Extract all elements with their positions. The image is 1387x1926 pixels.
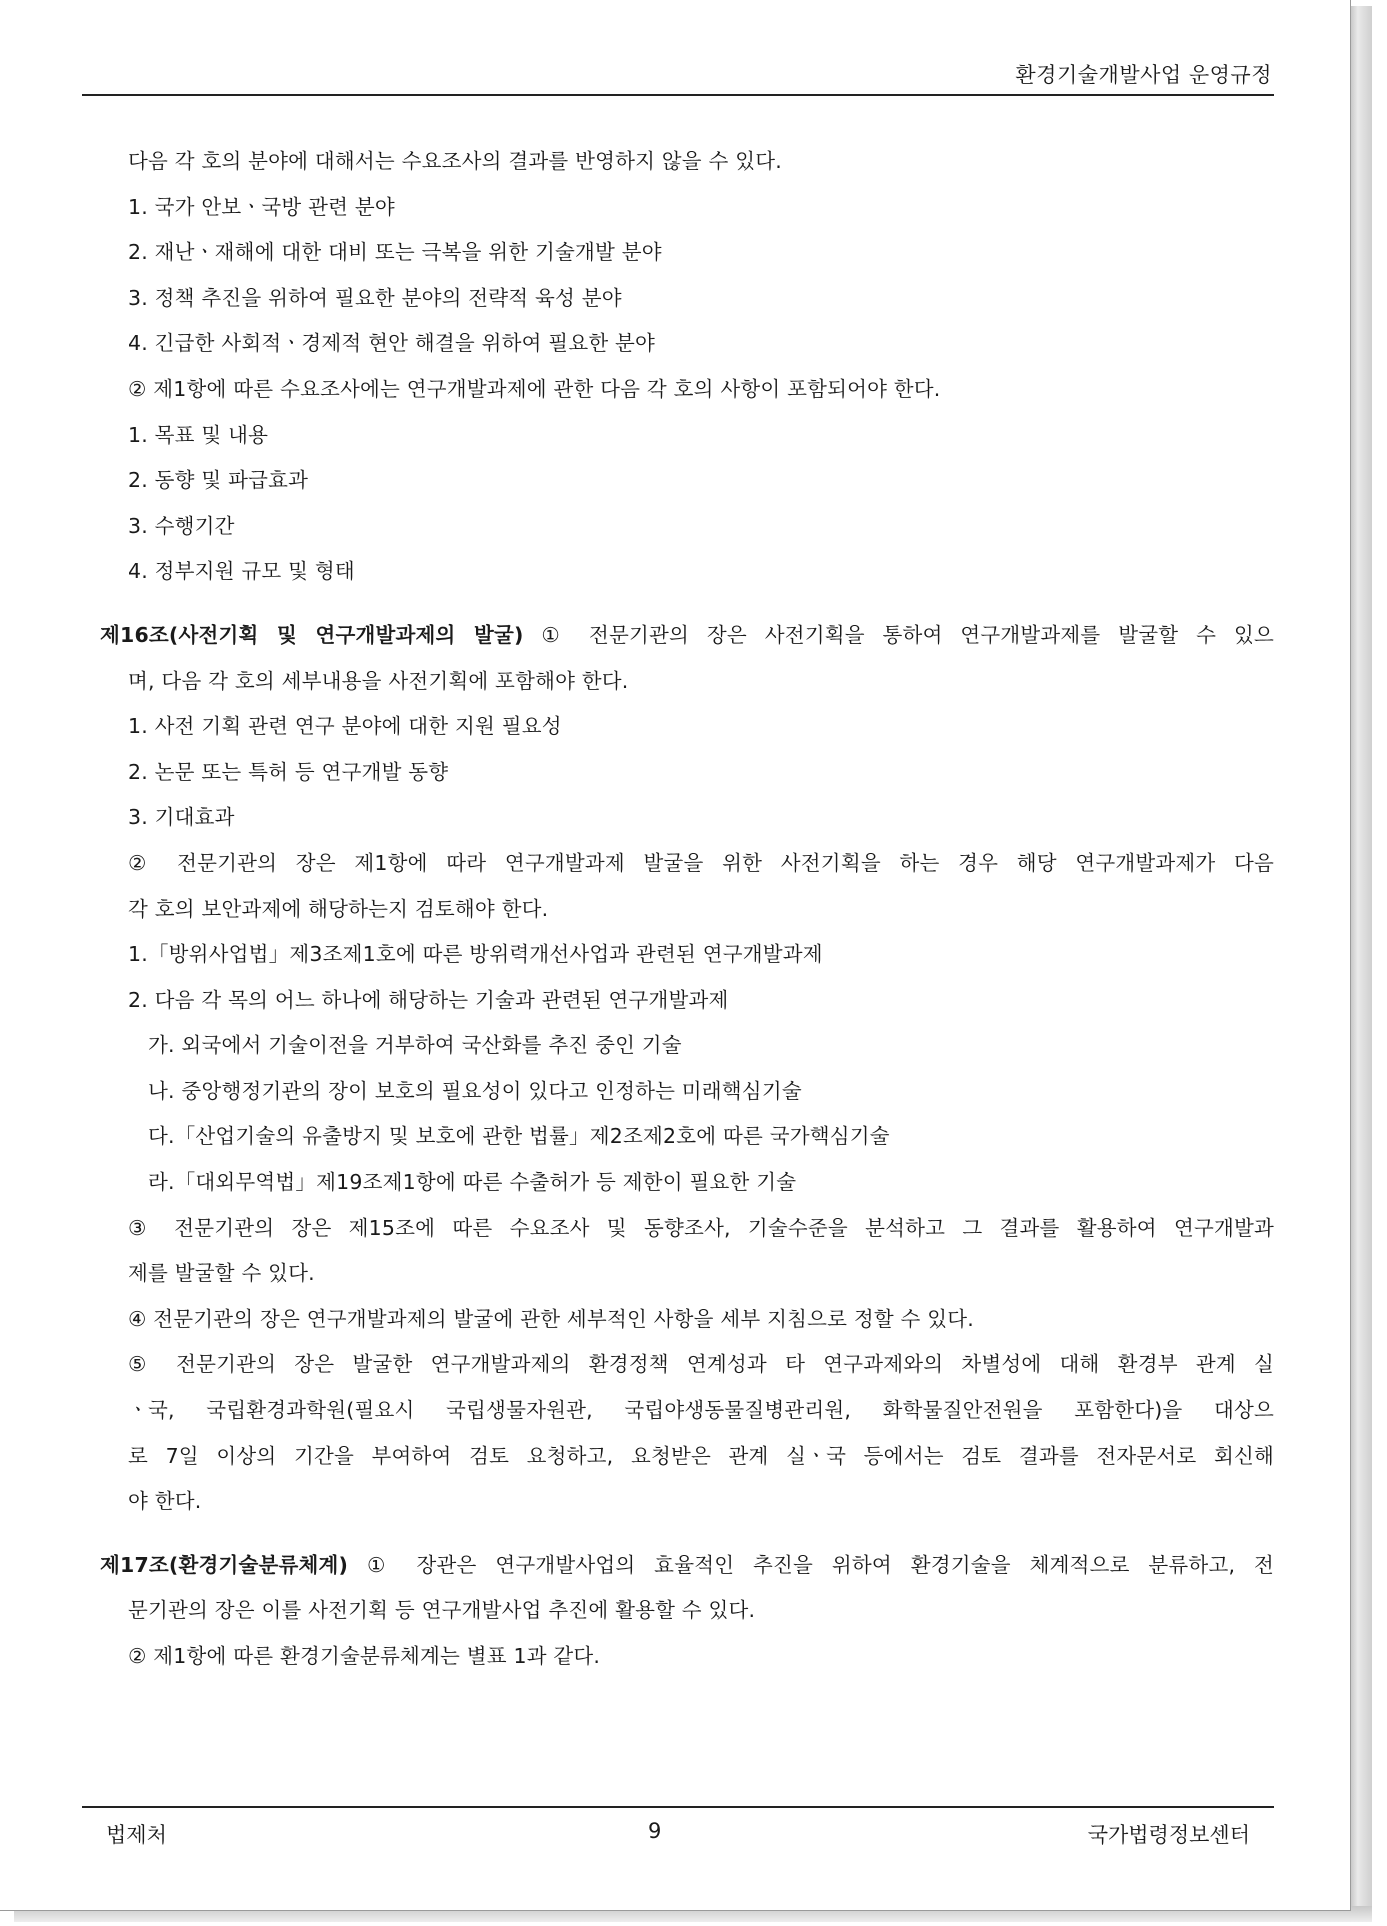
header-title: 환경기술개발사업 운영규정 — [1015, 63, 1272, 87]
paragraph-line: 로 7일 이상의 기간을 부여하여 검토 요청하고, 요청받은 관계 실ㆍ국 등에서는 검토 결과를 전자문서로 회신해 — [128, 1443, 1274, 1468]
page-body — [100, 139, 1274, 1680]
page-number: 9 — [648, 1819, 662, 1843]
list-item: 3. 기대효과 — [128, 805, 235, 830]
list-item: 2. 동향 및 파급효과 — [128, 468, 309, 493]
list-item: 1. 목표 및 내용 — [128, 422, 269, 447]
list-item: 3. 수행기간 — [128, 513, 235, 538]
sub-list-item: 다.「산업기술의 유출방지 및 보호에 관한 법률」제2조제2호에 따른 국가핵심기술 — [148, 1124, 890, 1149]
paragraph-line: 각 호의 보안과제에 해당하는지 검토해야 한다. — [128, 896, 549, 921]
paragraph-line: 야 한다. — [128, 1489, 202, 1514]
paragraph-line: ⑤ 전문기관의 장은 발굴한 연구개발과제의 환경정책 연계성과 타 연구과제와의 차별성에 대해 환경부 관계 실 — [128, 1352, 1274, 1377]
sub-list-item: 가. 외국에서 기술이전을 거부하여 국산화를 추진 중인 기술 — [148, 1033, 682, 1058]
list-item: 1. 사전 기획 관련 연구 분야에 대한 지원 필요성 — [128, 714, 562, 739]
paragraph-line: ② 제1항에 따른 환경기술분류체계는 별표 1과 같다. — [128, 1644, 601, 1668]
list-item: 2. 다음 각 목의 어느 하나에 해당하는 기술과 관련된 연구개발과제 — [128, 987, 729, 1012]
list-item: 2. 논문 또는 특허 등 연구개발 동향 — [128, 759, 449, 784]
article-16-text: ① 전문기관의 장은 사전기획을 통하여 연구개발과제를 발굴할 수 있으 — [523, 622, 1275, 647]
paragraph-line: 며, 다음 각 호의 세부내용을 사전기획에 포함해야 한다. — [128, 668, 629, 693]
list-item: 1.「방위사업법」제3조제1호에 따른 방위력개선사업과 관련된 연구개발과제 — [128, 942, 823, 967]
article-17-heading-line — [100, 1543, 1274, 1589]
sub-list-item: 라.「대외무역법」제19조제1항에 따른 수출허가 등 제한이 필요한 기술 — [148, 1170, 797, 1195]
section-gap — [100, 595, 1274, 613]
sub-list-item: 나. 중앙행정기관의 장이 보호의 필요성이 있다고 인정하는 미래핵심기술 — [148, 1078, 802, 1103]
article-16-title: 제16조(사전기획 및 연구개발과제의 발굴) — [100, 622, 524, 647]
paragraph-line: ② 제1항에 따른 수요조사에는 연구개발과제에 관한 다음 각 호의 사항이 포함되어야 한다. — [128, 376, 941, 401]
paragraph-line: ③ 전문기관의 장은 제15조에 따른 수요조사 및 동향조사, 기술수준을 분석하고 그 결과를 활용하여 연구개발과 — [128, 1215, 1274, 1240]
paragraph-line: 문기관의 장은 이를 사전기획 등 연구개발사업 추진에 활용할 수 있다. — [128, 1598, 756, 1623]
footer-rule — [82, 1806, 1274, 1808]
article-17-title: 제17조(환경기술분류체계) — [100, 1552, 349, 1577]
article-17-text: ① 장관은 연구개발사업의 효율적인 추진을 위하여 환경기술을 체계적으로 분류하고, 전 — [348, 1552, 1274, 1577]
list-item: 4. 정부지원 규모 및 형태 — [128, 559, 355, 584]
footer-source: 법제처 — [106, 1823, 167, 1847]
footer-publisher: 국가법령정보센터 — [1087, 1823, 1250, 1847]
section-gap — [100, 1525, 1274, 1543]
paragraph-line: ② 전문기관의 장은 제1항에 따라 연구개발과제 발굴을 위한 사전기획을 하는 경우 해당 연구개발과제가 다음 — [128, 850, 1274, 875]
list-item: 1. 국가 안보ㆍ국방 관련 분야 — [128, 194, 395, 219]
paragraph-line: ④ 전문기관의 장은 연구개발과제의 발굴에 관한 세부적인 사항을 세부 지침으로 정할 수 있다. — [128, 1306, 974, 1331]
list-item: 4. 긴급한 사회적ㆍ경제적 현안 해결을 위하여 필요한 분야 — [128, 331, 656, 356]
paragraph-line: ㆍ국, 국립환경과학원(필요시 국립생물자원관, 국립야생동물질병관리원, 화학물질안전원을 포함한다)을 대상으 — [128, 1398, 1274, 1423]
paragraph-line: 다음 각 호의 분야에 대해서는 수요조사의 결과를 반영하지 않을 수 있다. — [128, 149, 782, 173]
list-item: 3. 정책 추진을 위하여 필요한 분야의 전략적 육성 분야 — [128, 285, 622, 310]
list-item: 2. 재난ㆍ재해에 대한 대비 또는 극복을 위한 기술개발 분야 — [128, 240, 662, 265]
header-rule — [82, 94, 1274, 96]
article-16-heading-line — [100, 613, 1274, 659]
paragraph-line: 제를 발굴할 수 있다. — [128, 1261, 315, 1286]
